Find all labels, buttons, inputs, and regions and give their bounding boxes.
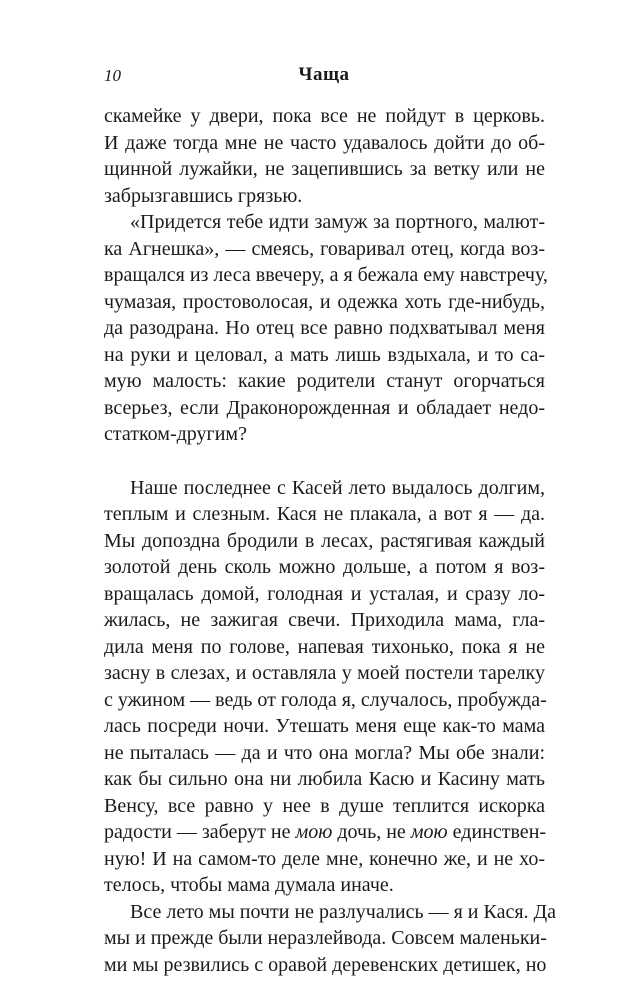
text-line: Все лето мы почти не разлучались — я и Кася. Да	[130, 900, 557, 923]
text-line: на руки и целовал, а мать лишь вздыхала, и то са-	[104, 343, 545, 366]
text-line: как бы сильно она ни любила Касю и Касину мать	[104, 768, 545, 790]
text-line: чумазая, простоволосая, и одежка хоть где-нибудь,	[104, 290, 545, 313]
text-line: И даже тогда мне не часто удавалось дойти до об-	[104, 131, 545, 154]
text-line: не пыталась — да и что она могла? Мы обе знали:	[104, 741, 545, 764]
running-head	[104, 66, 544, 90]
text-line: скамейке у двери, пока все не пойдут в церковь.	[104, 105, 545, 127]
text-fragment: дочь, не	[332, 821, 411, 843]
book-title: Чаща	[298, 64, 350, 85]
text-line: мую малость: какие родители станут огорчаться	[104, 370, 545, 392]
text-line: ную! И на самом-то деле мне, конечно же, и не хо-	[104, 847, 545, 870]
section-break	[104, 448, 545, 475]
text-line-with-italics	[104, 819, 545, 846]
text-line: жилась, не зажигая свечи. Приходила мама, гла-	[104, 609, 545, 631]
italic-emphasis: мою	[295, 821, 333, 843]
text-line: вращался из леса ввечеру, а я бежала ему навстречу,	[104, 264, 548, 286]
paragraph-4	[104, 899, 557, 979]
text-line: Венсу, все равно у нее в душе теплится искорка	[104, 794, 545, 817]
text-line: Наше последнее с Касей лето выдалось долгим,	[130, 476, 545, 499]
text-line: дила меня по голове, напевая тихонько, пока я не	[104, 635, 545, 658]
text-line: «Придется тебе идти замуж за портного, малют-	[130, 211, 545, 233]
text-line: телось, чтобы мама думала иначе.	[104, 874, 394, 896]
text-fragment: радости — заберут не	[104, 821, 296, 843]
text-line: Мы допоздна бродили в лесах, растягивая каждый	[104, 529, 545, 552]
text-line: щинной лужайки, не зацепившись за ветку или не	[104, 158, 545, 180]
text-line: ми мы резвились с оравой деревенских детишек, но	[104, 953, 547, 976]
text-line: статком-другим?	[104, 423, 247, 445]
text-line: лась посреди ночи. Утешать меня еще как-то мама	[104, 715, 545, 737]
text-line: мы и прежде были неразлейвода. Совсем маленьки-	[104, 927, 547, 949]
page-number: 10	[104, 66, 121, 85]
text-line: да разодрана. Но отец все равно подхватывал меня	[104, 317, 545, 339]
text-line: вращалась домой, голодная и усталая, и сразу ло-	[104, 582, 545, 605]
paragraph-1	[104, 103, 545, 209]
paragraph-2	[104, 209, 548, 448]
body-text	[104, 103, 557, 978]
text-line: ка Агнешка», — смеясь, говаривал отец, когда воз-	[104, 237, 545, 260]
text-line: засну в слезах, и оставляла у моей постели тарелку	[104, 662, 545, 684]
text-line: с ужином — ведь от голода я, случалось, пробужда-	[104, 688, 547, 711]
text-line: всерьез, если Драконорожденная и обладает недо-	[104, 396, 545, 419]
paragraph-3	[104, 475, 545, 899]
text-line: золотой день сколь можно дольше, а потом я воз-	[104, 556, 545, 578]
text-fragment: единствен-	[447, 821, 547, 843]
text-line: забрызгавшись грязью.	[104, 184, 303, 207]
italic-emphasis: мою	[410, 821, 448, 843]
text-line: теплым и слезным. Кася не плакала, а вот я — да.	[104, 503, 545, 525]
